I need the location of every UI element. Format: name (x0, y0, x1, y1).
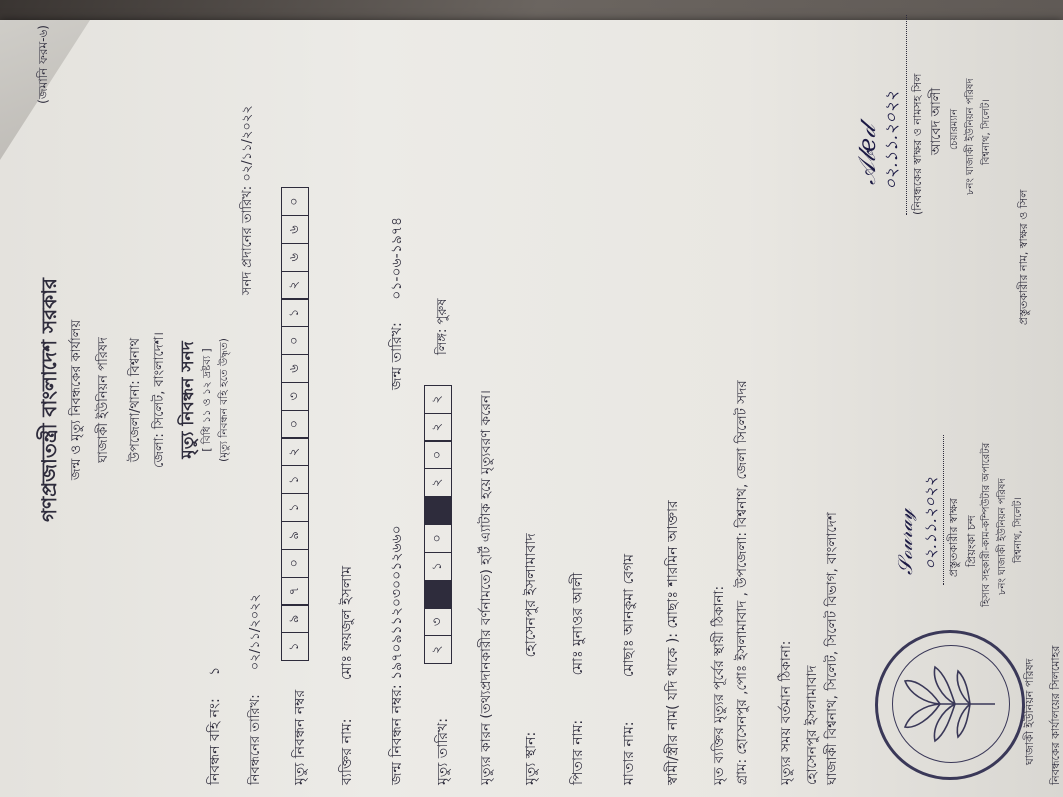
death-date-digit: ৩ (424, 607, 452, 636)
person-name (335, 566, 359, 785)
preparer-sign-line (943, 435, 944, 585)
death-reg-digit: ২ (281, 438, 309, 467)
registration-date-label: নিবন্ধনের তারিখ: (248, 694, 263, 785)
seal-text: ঘাজাকী ইউনিয়ন পরিষদ (1023, 658, 1036, 765)
registrar-caption: (নিবন্ধকের স্বাক্ষর ও নামসহ সিল (911, 73, 924, 215)
mother-name-label: মাতার নাম: (621, 721, 637, 785)
issue-date-value: ০২/১১/২০২২ (240, 105, 255, 182)
gender-value: পুরুষ (435, 298, 450, 325)
district: জেলা: সিলেট, বাংলাদেশ। (152, 332, 167, 468)
registrar-union: ৮নং ঘাজাকী ইউনিয়ন পরিষদ (965, 78, 976, 195)
spouse-name-label: স্বামী/স্ত্রীর নাম( যদি থাকে ): (665, 632, 681, 785)
prev-address-value: গ্রাম: হোসেনপুর ,পোঃ ইসলামাবাদ , উপজেলা: বিশ্বনাথ, জেলা সিলেট সদর (734, 380, 750, 785)
death-reg-digit: ৭ (281, 577, 309, 606)
present-address-label: মৃত্যুর সময় বর্তমান ঠিকানা: (778, 640, 794, 785)
spouse-name-value: মোছাঃ শারমিন আক্তার (665, 500, 681, 629)
rule-ref: [ বিধি ১১ ও ১২ দ্রষ্টব্য ] (201, 348, 213, 452)
death-reg-digit: ০ (281, 326, 309, 355)
gender-label: লিঙ্গ: (435, 328, 450, 355)
present-address-line2: ঘাজাকী বিশ্বনাথ, সিলেট, সিলেট বিভাগ, বাংলাদেশ (824, 512, 840, 785)
death-date-label: মৃত্যু তারিখ: (435, 718, 451, 785)
registration-date (246, 594, 267, 785)
union-seal (875, 630, 1025, 780)
preparer-sign-date: ০২.১১.২০২২ (921, 476, 940, 570)
certificate-content (13, 5, 1063, 795)
seal-emblem-icon (900, 659, 1000, 749)
prev-address-label: মৃত ব্যক্তির মৃত্যুর পূর্বের স্থায়ী ঠিকানা: (711, 585, 727, 785)
death-reg-digit: ০ (281, 410, 309, 439)
person-name-label: ব্যক্তির নাম: (339, 718, 355, 785)
death-date-digit: ০ (424, 441, 452, 470)
father-name-label: পিতার নাম: (570, 719, 586, 785)
registrar-sign-date: ০২.১১.২০২২ (882, 90, 902, 190)
death-reg-digit: ০ (281, 549, 309, 578)
book-number (203, 667, 227, 785)
book-note: (মৃত্যু নিবন্ধন বহি হতে উদ্ধৃত) (218, 338, 230, 462)
govt-title: গণপ্রজাতন্ত্রী বাংলাদেশ সরকার (37, 278, 61, 522)
death-reg-digit: ১ (281, 298, 309, 327)
form-number: (জমানি ফরম-৬) (36, 25, 50, 104)
death-reg-label: মৃত্যু নিবন্ধন নম্বর (292, 689, 308, 785)
preparer-role: হিসাব সহকারী-কাম-কম্পিউটার অপারেটর (981, 442, 992, 607)
death-date-digit (424, 496, 452, 525)
death-reg-digit: ৬ (281, 215, 309, 244)
death-cause: মৃত্যুর কারন (তথ্যপ্রদানকারীর বর্ণনামতে) হার্ট এ্যাটাক হয়ে মৃত্যুবরণ করেন। (478, 390, 494, 785)
preparer-signature: 𝒮ℴ𝓊𝓇𝒶𝓎 (893, 508, 917, 575)
death-reg-number-boxes (281, 187, 309, 660)
death-reg-digit: ২ (281, 271, 309, 300)
birth-date-label: জন্ম তারিখ: (389, 322, 405, 390)
preparer-upazila: বিশ্বনাথ, সিলেট। (1013, 497, 1024, 563)
death-reg-digit: ৬ (281, 354, 309, 383)
registrar-upazila: বিশ্বনাথ, সিলেট। (981, 99, 992, 165)
death-reg-digit: ৩ (281, 382, 309, 411)
death-date-digit: ২ (424, 413, 452, 442)
birth-reg-value: ১৯৭০৯১১২০৩০০১২৬৬০ (389, 525, 405, 680)
registration-date-value: ০২/১১/২০২২ (248, 593, 263, 671)
registrar-name: আবেদ আলী (929, 87, 944, 155)
death-date-digit: ০ (424, 524, 452, 553)
death-date-digit (424, 580, 452, 609)
office-title: জন্ম ও মৃত্যু নিবন্ধকের কার্যালয় (69, 319, 84, 481)
preparer-footer: নিবন্ধকের কার্যালয়ের সিলমোহর (1049, 645, 1062, 785)
death-reg-digit: ১ (281, 632, 309, 661)
mother-name (617, 554, 641, 785)
death-date-digit: ২ (424, 635, 452, 664)
preparer-caption: প্রস্তুতকারীর স্বাক্ষর (947, 498, 960, 577)
present-address-line1: হোসেনপুর ইসলামাবাদ (804, 665, 820, 785)
preparer-name: প্রিয়ংকা চন্দ (965, 515, 978, 567)
preparer-union: ৮নং ঘাজাকী ইউনিয়ন পরিষদ (997, 478, 1008, 595)
death-reg-digit: ০ (281, 187, 309, 216)
book-number-label: নিবন্ধন বহি নং: (207, 698, 223, 785)
death-date-digit: ২ (424, 385, 452, 414)
death-reg-digit: ৬ (281, 243, 309, 272)
issue-date-label: সনদ প্রদানের তারিখ: (240, 185, 255, 295)
death-place (519, 533, 543, 785)
death-date-digit: ২ (424, 468, 452, 497)
death-reg-digit: ৯ (281, 604, 309, 633)
death-date-boxes (424, 385, 452, 663)
father-name (566, 573, 590, 785)
death-reg-digit: ১ (281, 465, 309, 494)
issue-date (238, 105, 259, 295)
death-reg-digit: ১ (281, 493, 309, 522)
death-reg-digit: ৯ (281, 521, 309, 550)
person-name-value: মোঃ ফয়জুল ইসলাম (339, 565, 355, 681)
birth-date-value: ০১-০৬-১৯৭৪ (389, 216, 405, 300)
certificate-title: মৃত্যু নিবন্ধন সনদ (178, 341, 198, 459)
father-name-value: মোঃ মুনাওর আলী (570, 572, 586, 676)
registrar-footer: প্রস্তুতকারীর নাম, স্বাক্ষর ও সিল (1017, 189, 1030, 325)
spouse-name (661, 500, 685, 785)
death-place-label: মৃত্যু স্থান: (523, 731, 539, 785)
birth-reg-label: জন্ম নিবন্ধন নম্বর: (389, 684, 405, 785)
upazila: উপজেলা/থানা: বিশ্বনাথ (128, 337, 143, 463)
registrar-role: চেয়ারম্যান (949, 108, 960, 150)
death-date-digit: ১ (424, 552, 452, 581)
book-number-value: ১ (207, 666, 223, 676)
mother-name-value: মোছাঃ আনকুমা বেগম (621, 553, 637, 678)
registrar-sign-line (906, 15, 907, 215)
gender (433, 298, 454, 355)
union-name: ঘাজাকী ইউনিয়ন পরিষদ (96, 337, 111, 463)
birth-date (385, 217, 409, 390)
birth-reg-number (385, 525, 409, 785)
registrar-signature: 𝒜𝒷𝑒𝒹 (853, 125, 881, 185)
death-place-value: হোসেনপুর ইসলামাবাদ (523, 533, 539, 658)
